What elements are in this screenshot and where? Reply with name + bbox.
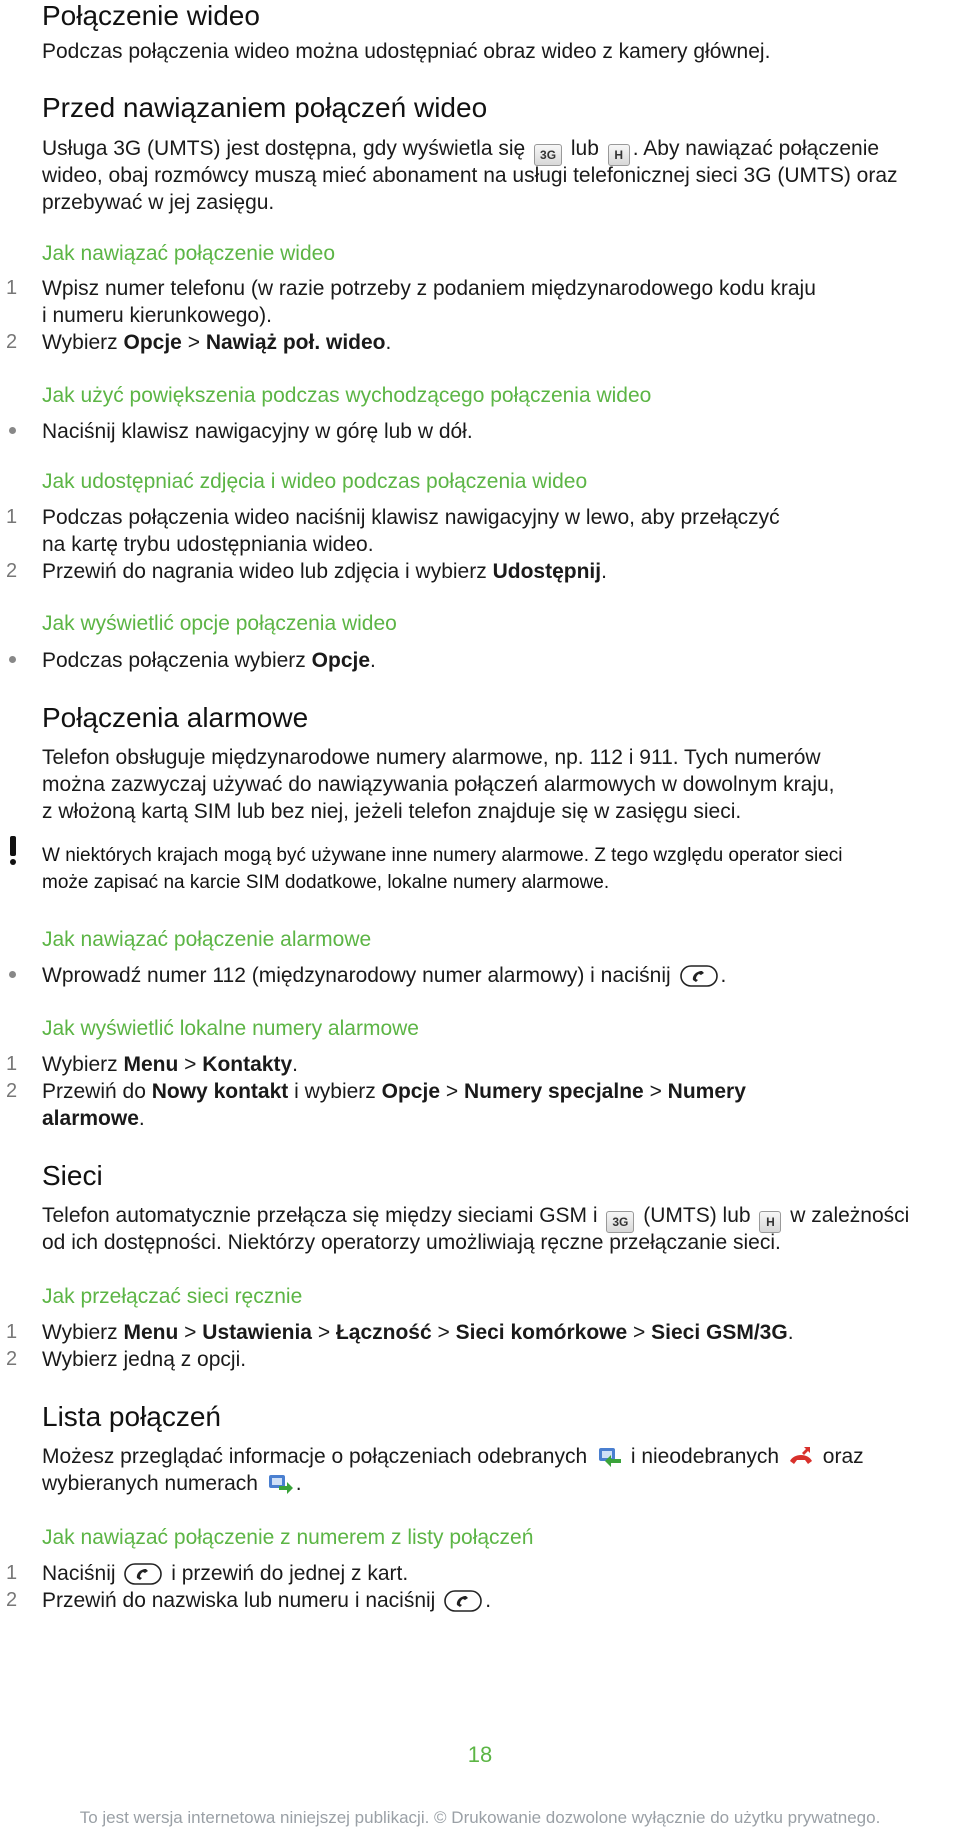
subheading-local-numbers: Jak wyświetlić lokalne numery alarmowe — [42, 1017, 419, 1040]
step-number: 2 — [6, 1348, 18, 1370]
before-video-line3: przebywać w jej zasięgu. — [42, 191, 275, 214]
step-number: 1 — [6, 506, 18, 528]
options-instruction: Podczas połączenia wybierz Opcje. — [42, 649, 376, 672]
emergency-note-line2: może zapisać na karcie SIM dodatkowe, lokalne numery alarmowe. — [42, 872, 610, 893]
share-step2: Przewiń do nagrania wideo lub zdjęcia i wybierz Udostępnij. — [42, 560, 607, 583]
subheading-how-video-call: Jak nawiązać połączenie wideo — [42, 242, 336, 265]
step-number: 2 — [6, 560, 18, 582]
received-call-icon — [596, 1445, 622, 1467]
bullet-dot — [9, 427, 16, 434]
before-video-line2: wideo, obaj rozmówcy muszą mieć abonament na usługi telefonicznej sieci 3G (UMTS) oraz — [42, 164, 898, 187]
page-number: 18 — [467, 1742, 493, 1767]
bullet-dot — [9, 971, 16, 978]
call-list-line1: Możesz przeglądać informacje o połączeniach odebranych i nieodebranych oraz — [42, 1445, 864, 1468]
call-key-icon — [680, 965, 718, 987]
emergency-line1: Telefon obsługuje międzynarodowe numery alarmowe, np. 112 i 911. Tych numerów — [42, 746, 821, 769]
share-step1-line2: na kartę trybu udostępniania wideo. — [42, 533, 374, 556]
subheading-call-from-list: Jak nawiązać połączenie z numerem z listy połączeń — [42, 1526, 534, 1549]
page-footer: To jest wersja internetowa niniejszej publikacji. © Drukowanie dozwolone wyłącznie do użytku prywatnego. — [79, 1808, 881, 1827]
switch-networks-step1: Wybierz Menu > Ustawienia > Łączność > Sieci komórkowe > Sieci GSM/3G. — [42, 1321, 794, 1344]
step-number: 2 — [6, 1080, 18, 1102]
section-title-video: Połączenie wideo — [42, 0, 260, 31]
emergency-note-line1: W niektórych krajach mogą być używane inne numery alarmowe. Z tego względu operator sieci — [42, 845, 843, 866]
emergency-call-instruction: Wprowadź numer 112 (międzynarodowy numer alarmowy) i naciśnij . — [42, 964, 727, 987]
subheading-share: Jak udostępniać zdjęcia i wideo podczas połączenia wideo — [42, 470, 588, 493]
section-title-emergency: Połączenia alarmowe — [42, 702, 309, 733]
missed-call-icon — [788, 1445, 814, 1467]
section-title-networks: Sieci — [42, 1160, 103, 1191]
call-from-list-step2: Przewiń do nazwiska lub numeru i naciśnij . — [42, 1589, 492, 1612]
video-intro-text: Podczas połączenia wideo można udostępniać obraz wideo z kamery głównej. — [42, 40, 771, 63]
video-call-step2: Wybierz Opcje > Nawiąż poł. wideo. — [42, 331, 392, 354]
call-from-list-step1: Naciśnij i przewiń do jednej z kart. — [42, 1562, 409, 1585]
before-video-line1: Usługa 3G (UMTS) jest dostępna, gdy wyświetla się 3G lub H . Aby nawiązać połączenie — [42, 135, 879, 166]
video-call-step1-line2: i numeru kierunkowego). — [42, 304, 272, 327]
step-number: 2 — [6, 1589, 18, 1611]
call-key-icon — [124, 1563, 162, 1585]
step-number: 1 — [6, 1321, 18, 1343]
exclamation-icon — [9, 836, 17, 865]
subheading-zoom: Jak użyć powiększenia podczas wychodzącego połączenia wideo — [42, 384, 652, 407]
hsdpa-h-icon: H — [608, 144, 630, 166]
step-number: 1 — [6, 1053, 18, 1075]
subheading-switch-networks: Jak przełączać sieci ręcznie — [42, 1285, 303, 1308]
share-step1-line1: Podczas połączenia wideo naciśnij klawisz nawigacyjny w lewo, aby przełączyć — [42, 506, 780, 529]
local-numbers-step2-line1: Przewiń do Nowy kontakt i wybierz Opcje > Numery specjalne > Numery — [42, 1080, 746, 1103]
call-key-icon — [444, 1590, 482, 1612]
step-number: 1 — [6, 1562, 18, 1584]
switch-networks-step2: Wybierz jedną z opcji. — [42, 1348, 247, 1371]
umts-3g-icon: 3G — [606, 1211, 634, 1233]
subheading-options: Jak wyświetlić opcje połączenia wideo — [42, 612, 397, 635]
section-title-before-video: Przed nawiązaniem połączeń wideo — [42, 92, 488, 123]
umts-3g-icon: 3G — [534, 144, 562, 166]
subheading-emergency-call: Jak nawiązać połączenie alarmowe — [42, 928, 372, 951]
emergency-line3: z włożoną kartą SIM lub bez niej, jeżeli telefon znajduje się w zasięgu sieci. — [42, 800, 742, 823]
local-numbers-step2-line2: alarmowe. — [42, 1107, 145, 1130]
call-list-line2: wybieranych numerach . — [42, 1472, 302, 1495]
local-numbers-step1: Wybierz Menu > Kontakty. — [42, 1053, 298, 1076]
step-number: 2 — [6, 331, 18, 353]
section-title-call-list: Lista połączeń — [42, 1401, 222, 1432]
emergency-line2: można zazwyczaj używać do nawiązywania połączeń alarmowych w dowolnym kraju, — [42, 773, 835, 796]
hsdpa-h-icon: H — [759, 1211, 781, 1233]
bullet-dot — [9, 656, 16, 663]
networks-line2: od ich dostępności. Niektórzy operatorzy umożliwiają ręczne przełączanie sieci. — [42, 1231, 781, 1254]
networks-line1: Telefon automatycznie przełącza się między sieciami GSM i 3G (UMTS) lub H w zależności — [42, 1202, 909, 1233]
step-number: 1 — [6, 277, 18, 299]
video-call-step1-line1: Wpisz numer telefonu (w razie potrzeby z podaniem międzynarodowego kodu kraju — [42, 277, 816, 300]
dialled-call-icon — [267, 1472, 293, 1494]
zoom-instruction: Naciśnij klawisz nawigacyjny w górę lub w dół. — [42, 420, 473, 443]
